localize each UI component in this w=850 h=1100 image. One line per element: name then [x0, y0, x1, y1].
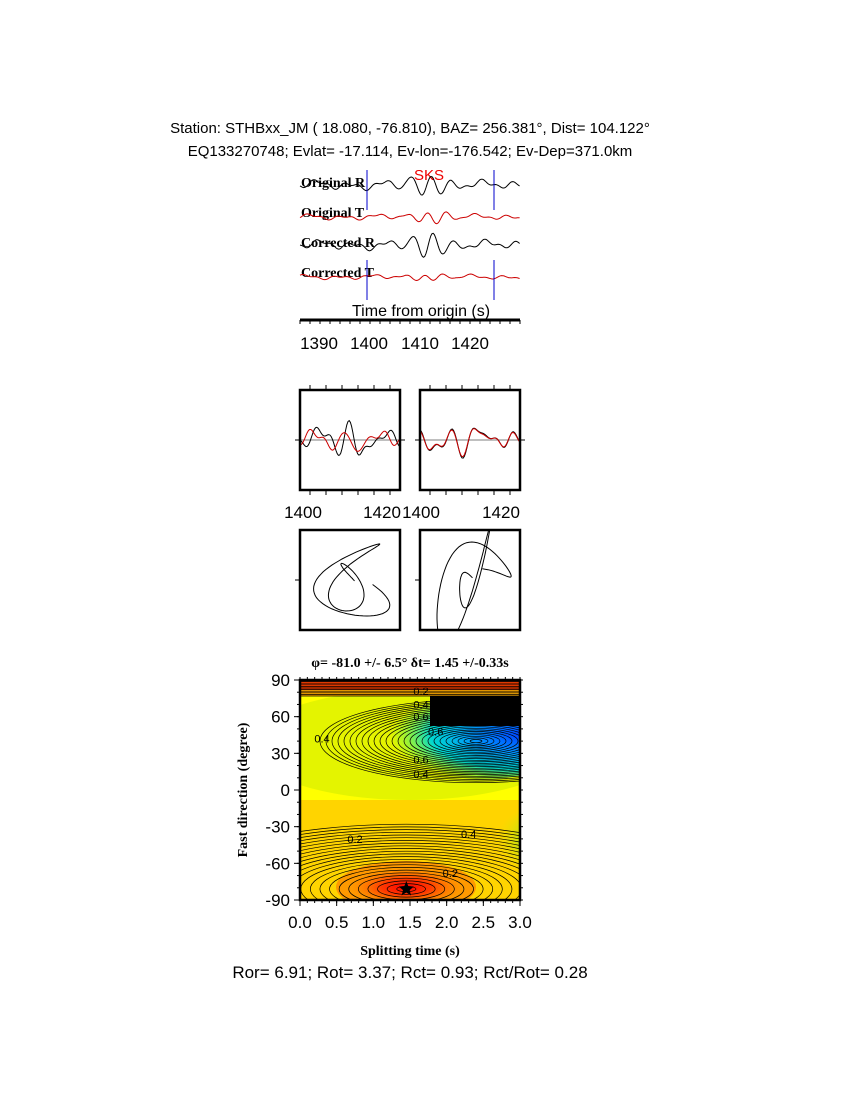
heatmap-xlabel: Splitting time (s) [360, 944, 460, 959]
waveform-fast-corrected [420, 428, 520, 458]
y-tick-1: 60 [271, 707, 290, 727]
time-tick-1400: 1400 [350, 334, 388, 353]
trace-label-original-t: Original T [301, 206, 365, 221]
x-tick-6: 3.0 [508, 913, 532, 932]
time-axis-label: Time from origin (s) [352, 303, 491, 320]
wf-left-tick-1420: 1420 [363, 503, 401, 522]
contour-label-1: 0.4 [413, 699, 429, 712]
time-tick-1420: 1420 [451, 334, 489, 353]
x-tick-5: 2.5 [471, 913, 496, 932]
y-tick-2: 30 [271, 744, 290, 764]
y-tick-6: -90 [265, 891, 290, 910]
trace-section [300, 167, 520, 353]
heatmap-x-tick-labels [288, 913, 532, 932]
y-tick-5: -60 [265, 854, 290, 874]
contour-label-9: 0.2 [442, 868, 458, 881]
phase-label: SKS [414, 167, 445, 184]
footer-stats: Ror= 6.91; Rot= 3.37; Rct= 0.93; Rct/Rot= 0.28 [232, 963, 588, 982]
x-tick-1: 0.5 [324, 913, 349, 932]
time-tick-1410: 1410 [401, 334, 439, 353]
contour-label-6: 0.6 [428, 726, 444, 739]
particle-motion-path-corrected [437, 525, 511, 645]
result-title: φ= -81.0 +/- 6.5° δt= 1.45 +/-0.33s [311, 656, 509, 671]
contour-label-4: 0.4 [413, 769, 429, 782]
particle-motion-original-frame [300, 530, 400, 630]
heatmap-y-tick-labels [265, 671, 290, 910]
trace-label-corrected-t: Corrected T [301, 266, 374, 281]
waveform-slow-original [300, 430, 400, 452]
waveform-panel-corrected [420, 428, 520, 458]
trace-label-corrected-r: Corrected R [301, 236, 375, 251]
header-line2: EQ133270748; Evlat= -17.114, Ev-lon=-176.542; Ev-Dep=371.0km [187, 143, 633, 160]
contour-label-8: 0.4 [461, 829, 477, 841]
contour-label-11: 0 [511, 710, 518, 723]
trace-label-original-r: Original R [301, 176, 366, 191]
x-tick-2: 1.0 [361, 913, 386, 932]
contour-label-2: 0.6 [413, 711, 429, 724]
y-tick-3: 0 [280, 781, 290, 800]
contour-label-0: 0.2 [413, 686, 429, 698]
y-tick-0: 90 [271, 671, 290, 690]
particle-motion-original [314, 544, 390, 616]
time-tick-1390: 1390 [300, 334, 338, 353]
x-tick-4: 2.0 [434, 913, 459, 932]
wf-right-tick-1420: 1420 [482, 503, 520, 522]
x-tick-3: 1.5 [398, 913, 422, 932]
wf-right-tick-1400: 1400 [402, 503, 440, 522]
contour-label-3: 0.6 [413, 754, 429, 767]
x-tick-0: 0.0 [288, 913, 312, 932]
y-tick-4: -30 [265, 817, 290, 837]
particle-motion-path-original [314, 544, 390, 616]
waveform-panel-original [300, 421, 400, 456]
contour-label-10: 0 [511, 699, 518, 712]
header-line1: Station: STHBxx_JM ( 18.080, -76.810), BAZ= 256.381°, Dist= 104.122° [170, 120, 650, 137]
contour-label-5: 0.4 [314, 733, 330, 746]
waveform-slow-corrected [420, 429, 520, 457]
particle-motion-corrected [437, 525, 511, 645]
contour-label-7: 0.2 [347, 833, 363, 846]
heatmap-ylabel: Fast direction (degree) [236, 722, 251, 858]
wf-left-tick-1400: 1400 [284, 503, 322, 522]
particle-motion-corrected-frame [420, 530, 520, 630]
waveform-fast-original [300, 421, 400, 456]
